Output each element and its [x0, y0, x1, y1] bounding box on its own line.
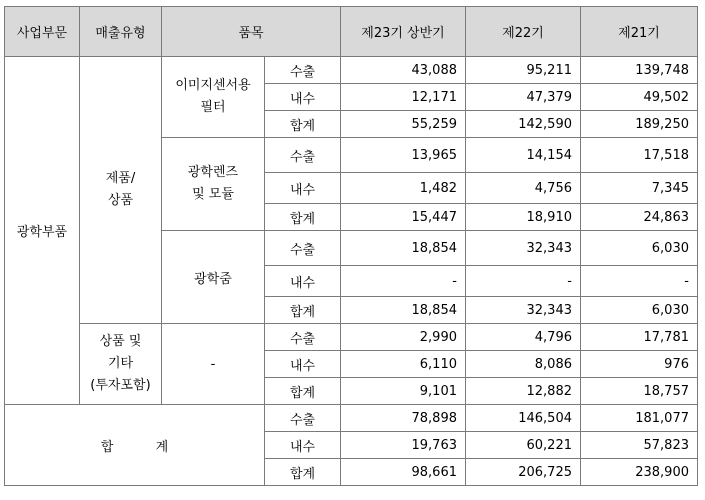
value-cell: 139,748 [581, 57, 698, 84]
value-cell: 17,781 [581, 324, 698, 351]
grand-total-label: 합 계 [5, 405, 265, 486]
value-cell: 17,518 [581, 138, 698, 173]
value-cell: 146,504 [466, 405, 581, 432]
kind-domestic: 내수 [265, 266, 341, 297]
header-item: 품목 [162, 7, 341, 57]
kind-export: 수출 [265, 324, 341, 351]
kind-subtotal: 합계 [265, 111, 341, 138]
kind-domestic: 내수 [265, 432, 341, 459]
value-cell: 14,154 [466, 138, 581, 173]
value-cell: 181,077 [581, 405, 698, 432]
value-cell: 57,823 [581, 432, 698, 459]
table-row [5, 405, 698, 432]
value-cell: 49,502 [581, 84, 698, 111]
item-none: - [162, 324, 265, 405]
value-cell: 18,910 [466, 204, 581, 231]
sales-table [4, 6, 698, 486]
cell-line: (투자포함) [90, 378, 151, 393]
value-cell: 18,854 [341, 297, 466, 324]
value-cell: - [581, 266, 698, 297]
value-cell: 24,863 [581, 204, 698, 231]
value-cell: 60,221 [466, 432, 581, 459]
cell-line: 광학렌즈 [187, 165, 239, 180]
header-row [5, 7, 698, 57]
value-cell: 9,101 [341, 378, 466, 405]
kind-export: 수출 [265, 57, 341, 84]
value-cell: 55,259 [341, 111, 466, 138]
value-cell: 189,250 [581, 111, 698, 138]
value-cell: - [466, 266, 581, 297]
cell-line: 상품 [107, 193, 134, 208]
value-cell: 12,882 [466, 378, 581, 405]
cell-line: 제품/ [105, 171, 136, 186]
value-cell: 206,725 [466, 459, 581, 486]
sales-type-others [80, 324, 162, 405]
value-cell: 98,661 [341, 459, 466, 486]
header-sales-type: 매출유형 [80, 7, 162, 57]
sales-type-products [80, 57, 162, 324]
header-period-21: 제21기 [581, 7, 698, 57]
value-cell: 8,086 [466, 351, 581, 378]
cell-line: 기타 [107, 356, 134, 371]
table-row [5, 324, 698, 351]
value-cell: 238,900 [581, 459, 698, 486]
value-cell: 32,343 [466, 231, 581, 266]
item-lens-module [162, 138, 265, 231]
kind-domestic: 내수 [265, 84, 341, 111]
value-cell: 142,590 [466, 111, 581, 138]
item-image-filter [162, 57, 265, 138]
value-cell: 19,763 [341, 432, 466, 459]
value-cell: 12,171 [341, 84, 466, 111]
value-cell: 47,379 [466, 84, 581, 111]
value-cell: 4,796 [466, 324, 581, 351]
value-cell: 18,757 [581, 378, 698, 405]
value-cell: 7,345 [581, 173, 698, 204]
value-cell: 15,447 [341, 204, 466, 231]
value-cell: 4,756 [466, 173, 581, 204]
header-segment: 사업부문 [5, 7, 80, 57]
value-cell: 18,854 [341, 231, 466, 266]
cell-line: 및 모듈 [192, 187, 234, 202]
kind-subtotal: 합계 [265, 204, 341, 231]
kind-subtotal: 합계 [265, 459, 341, 486]
value-cell: 1,482 [341, 173, 466, 204]
value-cell: 6,110 [341, 351, 466, 378]
kind-domestic: 내수 [265, 173, 341, 204]
cell-line: 상품 및 [99, 334, 142, 349]
value-cell: 13,965 [341, 138, 466, 173]
kind-export: 수출 [265, 405, 341, 432]
kind-domestic: 내수 [265, 351, 341, 378]
value-cell: 2,990 [341, 324, 466, 351]
value-cell: 6,030 [581, 297, 698, 324]
value-cell: 32,343 [466, 297, 581, 324]
cell-line: 이미지센서용 [175, 78, 251, 93]
item-optical-zoom: 광학줌 [162, 231, 265, 324]
table-row [5, 57, 698, 84]
value-cell: - [341, 266, 466, 297]
value-cell: 976 [581, 351, 698, 378]
kind-export: 수출 [265, 138, 341, 173]
value-cell: 95,211 [466, 57, 581, 84]
segment-cell: 광학부품 [5, 57, 80, 405]
value-cell: 6,030 [581, 231, 698, 266]
kind-subtotal: 합계 [265, 378, 341, 405]
cell-line: 필터 [200, 100, 226, 115]
kind-export: 수출 [265, 231, 341, 266]
header-period-22: 제22기 [466, 7, 581, 57]
value-cell: 78,898 [341, 405, 466, 432]
value-cell: 43,088 [341, 57, 466, 84]
header-period-23: 제23기 상반기 [341, 7, 466, 57]
kind-subtotal: 합계 [265, 297, 341, 324]
